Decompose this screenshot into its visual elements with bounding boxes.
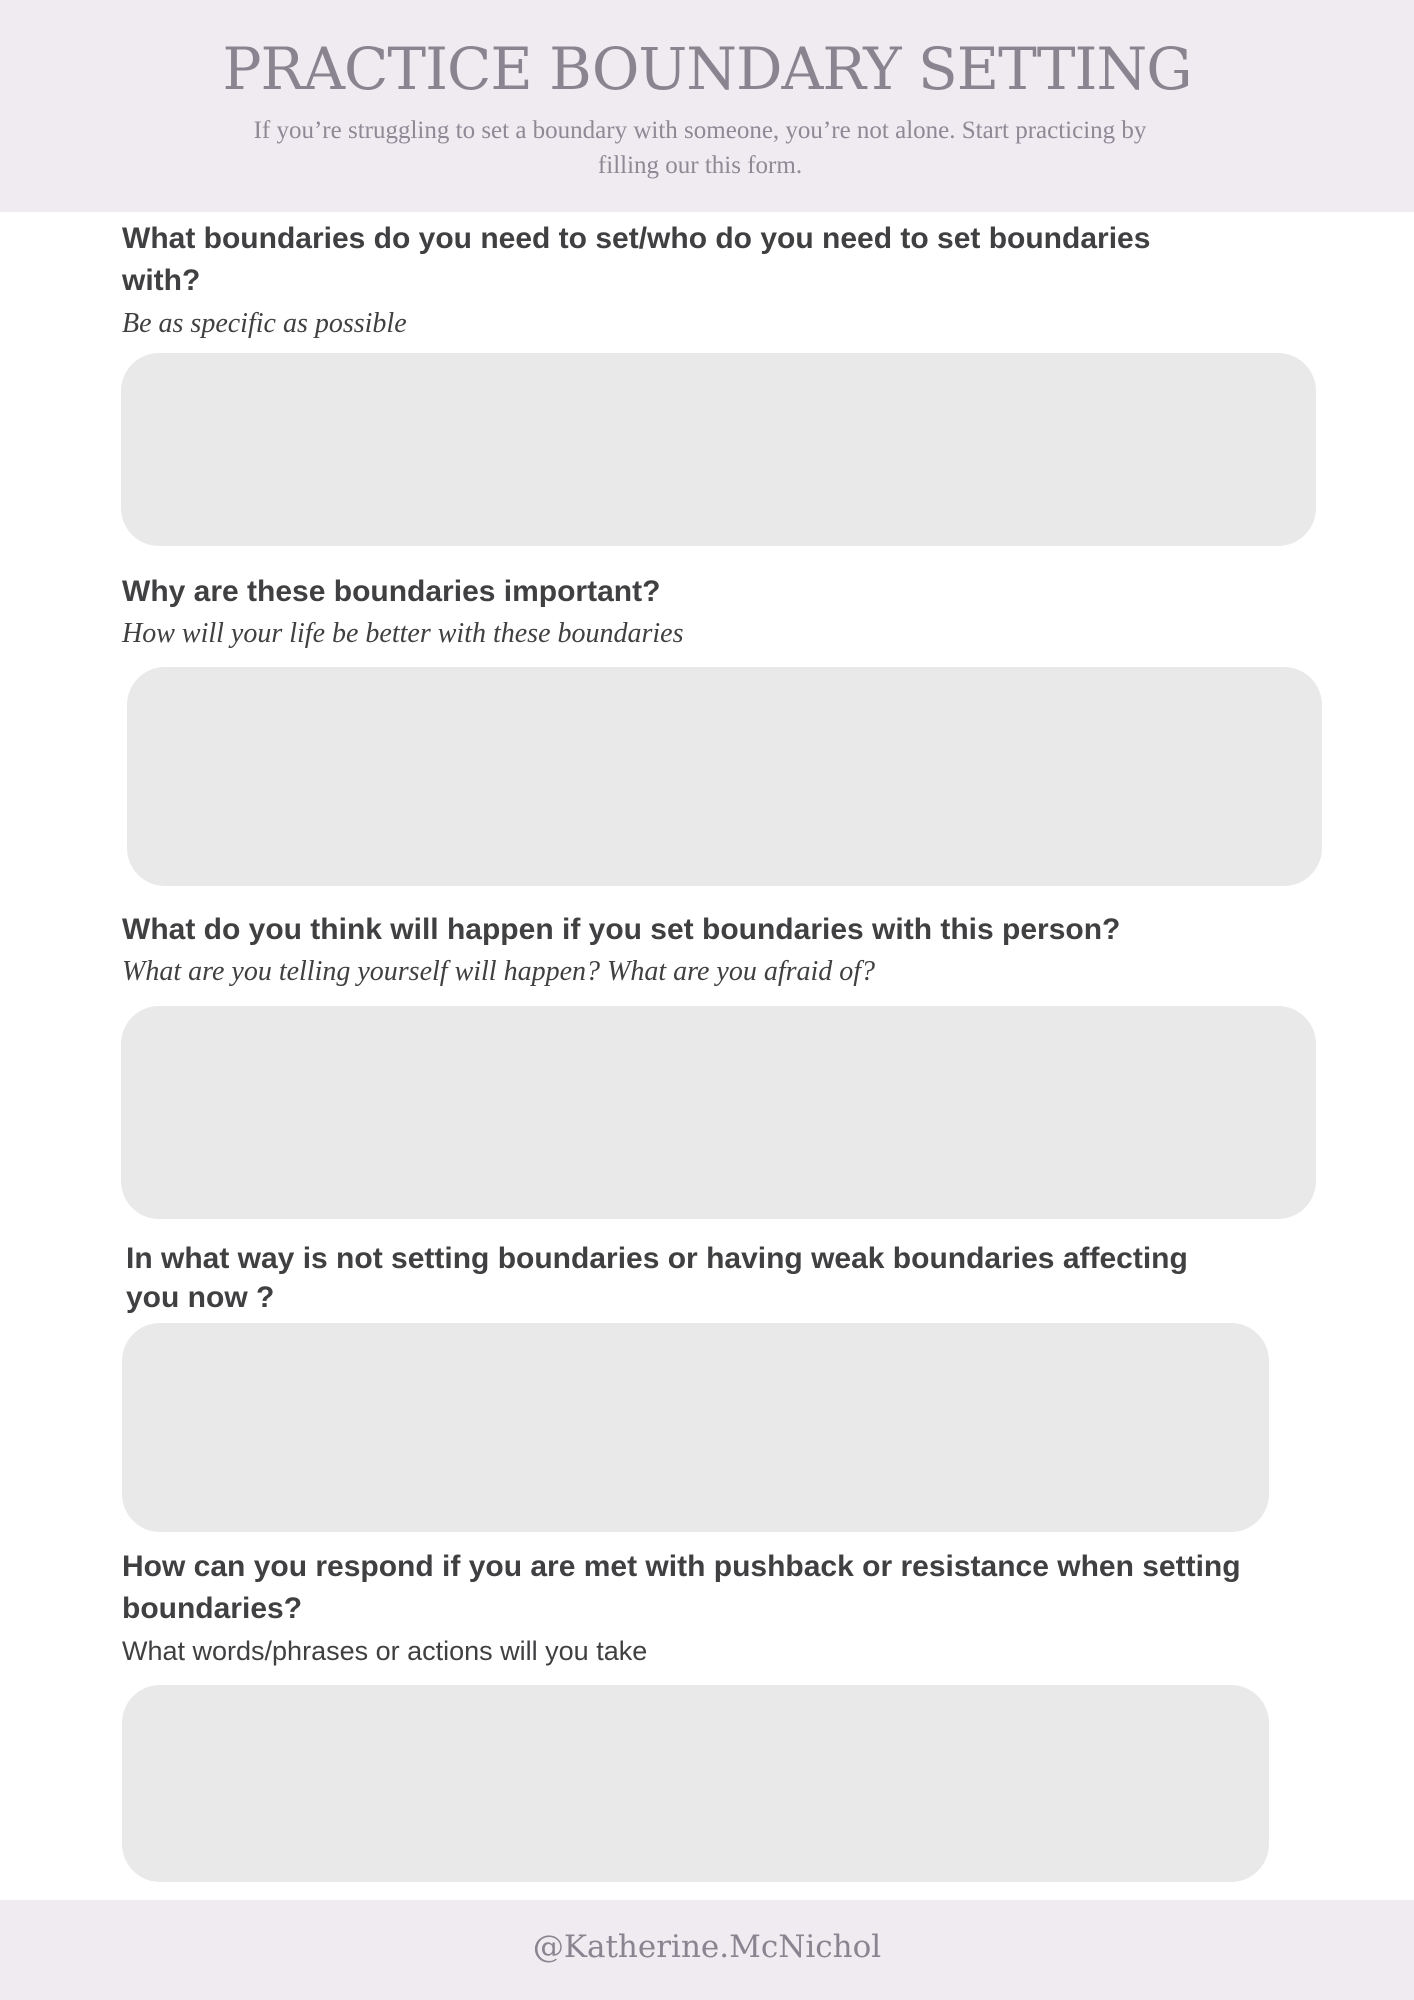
- question-4-label: In what way is not setting boundaries or having weak boundaries affecting you now ?: [126, 1242, 1188, 1314]
- page-footer: [0, 1900, 1414, 2000]
- author-handle: @Katherine.McNichol: [532, 1929, 882, 1965]
- question-1-hint: Be as specific as possible: [122, 308, 407, 339]
- answer-field-2[interactable]: [127, 667, 1322, 886]
- question-3-hint: What are you telling yourself will happen? What are you afraid of?: [122, 956, 876, 987]
- question-5-hint: What words/phrases or actions will you take: [122, 1636, 648, 1666]
- answer-field-1[interactable]: [121, 353, 1316, 546]
- question-5-label: How can you respond if you are met with pushback or resistance when setting boundaries?: [122, 1550, 1241, 1625]
- answer-field-4[interactable]: [122, 1323, 1269, 1532]
- page-header: [0, 0, 1414, 212]
- page-title: PRACTICE BOUNDARY SETTING: [222, 35, 1192, 103]
- question-2-hint: How will your life be better with these boundaries: [122, 618, 684, 649]
- question-1-label: What boundaries do you need to set/who do you need to set boundaries with?: [122, 222, 1151, 297]
- question-3-label: What do you think will happen if you set boundaries with this person?: [122, 913, 1121, 946]
- answer-field-5[interactable]: [122, 1685, 1269, 1882]
- answer-field-3[interactable]: [121, 1006, 1316, 1219]
- page-subtitle: If you’re struggling to set a boundary with someone, you’re not alone. Start practicing by filling our this form.: [253, 117, 1147, 179]
- question-2-label: Why are these boundaries important?: [122, 575, 661, 608]
